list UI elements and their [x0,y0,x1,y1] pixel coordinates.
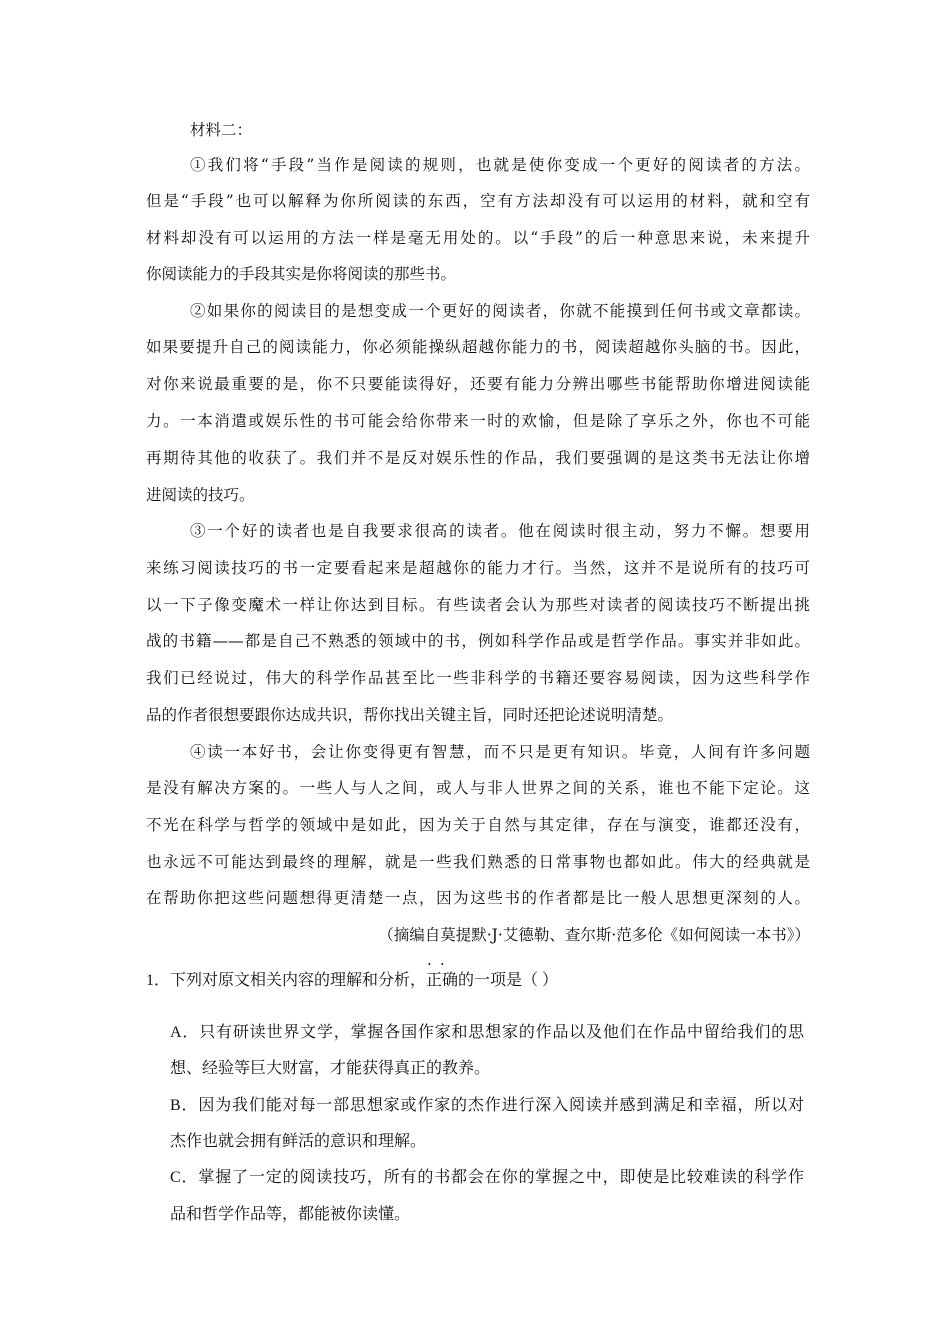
option-a-line-2: 想、经验等巨大财富，才能获得真正的教养。 [170,1060,491,1077]
option-c-line-1: C．掌握了一定的阅读技巧，所有的书都会在你的掌握之中，即使是比较难读的科学作 [170,1169,804,1186]
paragraph-3-line-1: ③一个好的读者也是自我要求很高的读者。他在阅读时很主动，努力不懈。想要用 [190,522,810,540]
option-b-line-2: 杰作也就会拥有鲜活的意识和理解。 [170,1133,427,1150]
material-heading: 材料二： [190,121,253,139]
paragraph-1-line-4: 你阅读能力的手段其实是你将阅读的那些书。 [146,265,457,283]
paragraph-3-line-6: 品的作者很想要跟你达成共识，帮你找出关键主旨，同时还把论述说明清楚。 [146,706,674,724]
paragraph-4-line-2: 是没有解决方案的。一些人与人之间，或人与非人世界之间的关系，谁也不能下定论。这 [146,779,810,797]
paragraph-4-line-1: ④读一本好书，会让你变得更有智慧，而不只是更有知识。毕竟，人间有许多问题 [190,743,810,761]
option-b-line-1: B．因为我们能对每一部思想家或作家的杰作进行深入阅读并感到满足和幸福，所以对 [170,1097,804,1114]
paragraph-3-line-5: 我们已经说过，伟大的科学作品甚至比一些非科学的书籍还要容易阅读，因为这些科学作 [146,669,810,687]
paragraph-2-line-5: 再期待其他的收获了。我们并不是反对娱乐性的作品，我们要强调的是这类书无法让你增 [146,449,810,467]
paragraph-2-line-4: 力。一本消遣或娱乐性的书可能会给你带来一时的欢愉，但是除了享乐之外，你也不可能 [146,412,810,430]
paragraph-4-line-3: 不光在科学与哲学的领域中是如此，因为关于自然与其定律，存在与演变，谁都还没有， [146,816,810,834]
paragraph-1-line-2: 但是“手段”也可以解释为你所阅读的东西，空有方法却没有可以运用的材料，就和空有 [146,192,810,210]
paragraph-3-line-2: 来练习阅读技巧的书一定要看起来是超越你的能力才行。当然，这并不是说所有的技巧可 [146,559,810,577]
question-stem-prefix: 1．下列对原文相关内容的理解和分析， [146,972,427,989]
paragraph-2-line-2: 如果要提升自己的阅读能力，你必须能操纵超越你能力的书，阅读超越你头脑的书。因此， [146,338,810,356]
question-emphasis: • • 正确 [426,972,458,989]
paragraph-4-line-5: 在帮助你把这些问题想得更清楚一点，因为这些书的作者都是比一般人思想更深刻的人。 [146,889,810,907]
paragraph-4-line-4: 也永远不可能达到最终的理解，就是一些我们熟悉的日常事物也都如此。伟大的经典就是 [146,853,810,871]
option-c-line-2: 品和哲学作品等，都能被你读懂。 [170,1206,411,1223]
paragraph-1-line-1: ①我们将“手段”当作是阅读的规则，也就是使你变成一个更好的阅读者的方法。 [190,156,810,174]
paragraph-2-line-3: 对你来说最重要的是，你不只要能读得好，还要有能力分辨出哪些书能帮助你增进阅读能 [146,375,810,393]
paragraph-3-line-3: 以一下子像变魔术一样让你达到目标。有些读者会认为那些对读者的阅读技巧不断提出挑 [146,596,810,614]
question-stem [146,970,558,992]
question-stem-suffix: 的一项是（ ） [458,972,559,989]
paragraph-1-line-3: 材料却没有可以运用的方法一样是毫无用处的。以“手段”的后一种意思来说，未来提升 [146,229,810,247]
paragraph-2-line-6: 进阅读的技巧。 [146,486,255,504]
paragraph-3-line-4: 战的书籍——都是自己不熟悉的领域中的书，例如科学作品或是哲学作品。事实并非如此。 [146,632,810,650]
option-a-line-1: A．只有研读世界文学，掌握各国作家和思想家的作品以及他们在作品中留给我们的思 [170,1024,804,1041]
paragraph-2-line-1: ②如果你的阅读目的是想变成一个更好的阅读者，你就不能摸到任何书或文章都读。 [190,302,810,320]
source-citation: （摘编自莫提默·J·艾德勒、查尔斯·范多伦《如何阅读一本书》） [378,926,810,944]
